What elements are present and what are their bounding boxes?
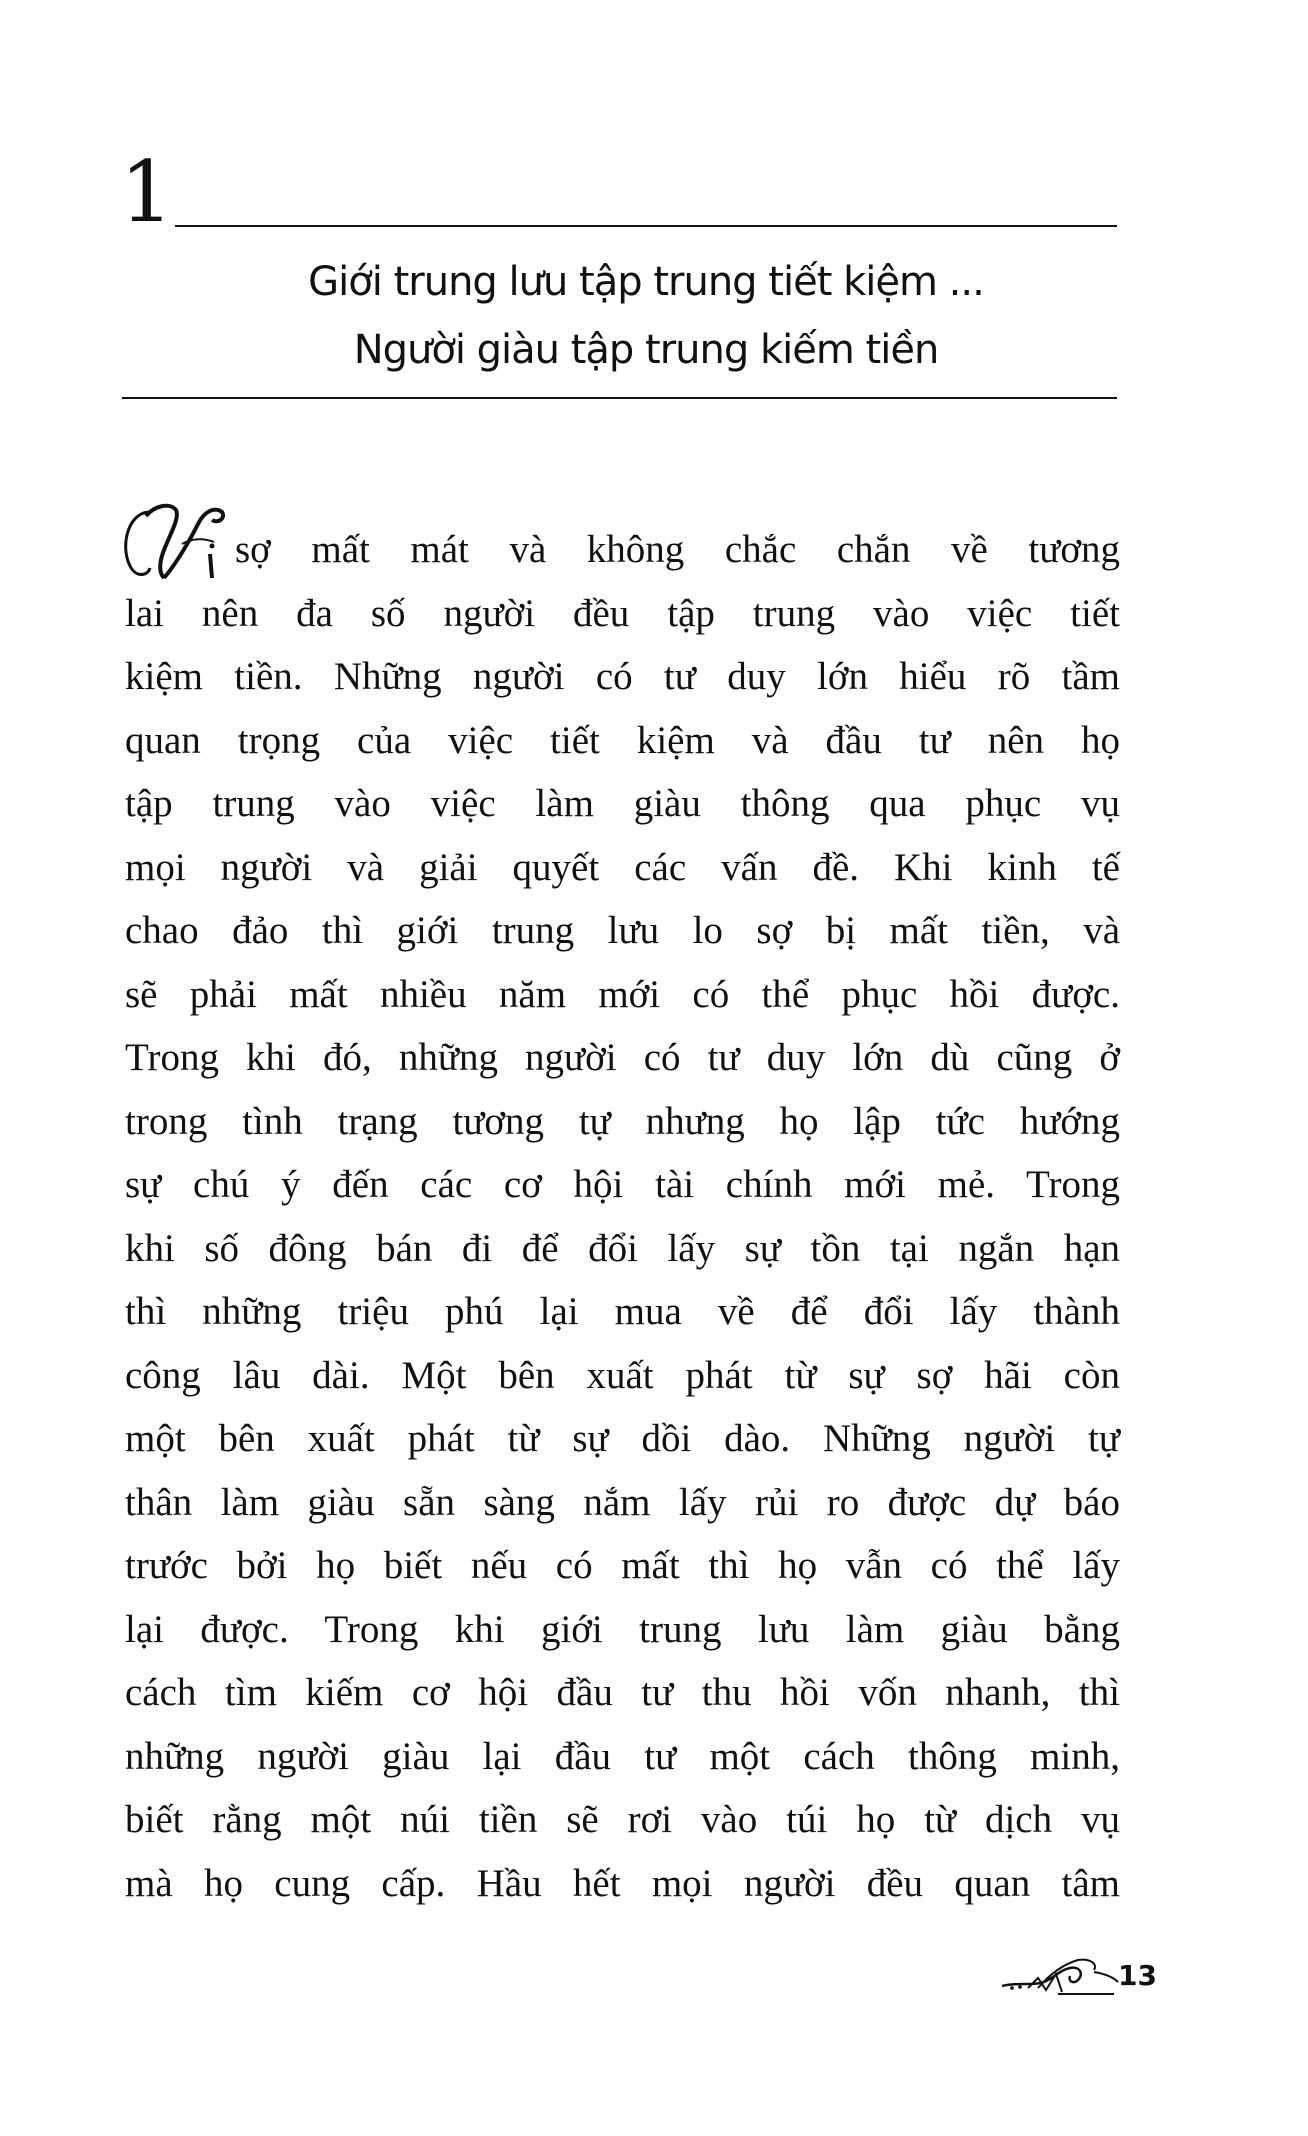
body-line: tập trung vào việc làm giàu thông qua phục vụ [125, 782, 1120, 825]
body-line: thì những triệu phú lại mua về để đổi lấy thành [125, 1290, 1120, 1333]
body-line: những người giàu lại đầu tư một cách thông minh, [125, 1734, 1120, 1778]
body-line: một bên xuất phát từ sự dồi dào. Những người tự [125, 1417, 1120, 1460]
body-line: quan trọng của việc tiết kiệm và đầu tư nên họ [125, 718, 1120, 762]
body-line: sự chú ý đến các cơ hội tài chính mới mẻ. Trong [125, 1163, 1120, 1206]
body-line: Trong khi đó, những người có tư duy lớn dù cũng ở [125, 1036, 1120, 1079]
body-line: chao đảo thì giới trung lưu lo sợ bị mất tiền, và [125, 909, 1120, 952]
body-line: sẽ phải mất nhiều năm mới có thể phục hồi được. [125, 972, 1120, 1016]
chapter-header-rule-bottom [122, 397, 1117, 399]
body-line: mọi người và giải quyết các vấn đề. Khi kinh tế [125, 845, 1120, 889]
body-line: sợ mất mát và không chắc chắn về tương [235, 528, 1120, 571]
body-line: cách tìm kiếm cơ hội đầu tư thu hồi vốn nhanh, thì [125, 1671, 1120, 1714]
body-line: biết rằng một núi tiền sẽ rơi vào túi họ từ dịch vụ [125, 1798, 1120, 1841]
flourish-ornament-icon [998, 1952, 1128, 2002]
body-line: kiệm tiền. Những người có tư duy lớn hiểu rõ tầm [125, 655, 1120, 698]
page-number: 13 [1118, 1959, 1157, 1992]
body-line: lai nên đa số người đều tập trung vào việc tiết [125, 591, 1120, 635]
body-paragraph [125, 518, 1120, 1915]
body-line: công lâu dài. Một bên xuất phát từ sự sợ hãi còn [125, 1353, 1120, 1397]
body-line: trong tình trạng tương tự nhưng họ lập tức hướng [125, 1099, 1120, 1143]
chapter-header-rule-top [175, 225, 1117, 227]
body-line: khi số đông bán đi để đổi lấy sự tồn tại ngắn hạn [125, 1226, 1120, 1270]
chapter-title-line-1: Giới trung lưu tập trung tiết kiệm ... [308, 259, 984, 305]
chapter-number: 1 [120, 143, 174, 241]
body-line: mà họ cung cấp. Hầu hết mọi người đều quan tâm [125, 1861, 1120, 1905]
chapter-title-line-2: Người giàu tập trung kiếm tiền [353, 327, 939, 373]
body-line: thân làm giàu sẵn sàng nắm lấy rủi ro được dự báo [125, 1480, 1120, 1524]
body-line: lại được. Trong khi giới trung lưu làm giàu bằng [125, 1607, 1120, 1651]
body-line: trước bởi họ biết nếu có mất thì họ vẫn có thể lấy [125, 1544, 1120, 1587]
